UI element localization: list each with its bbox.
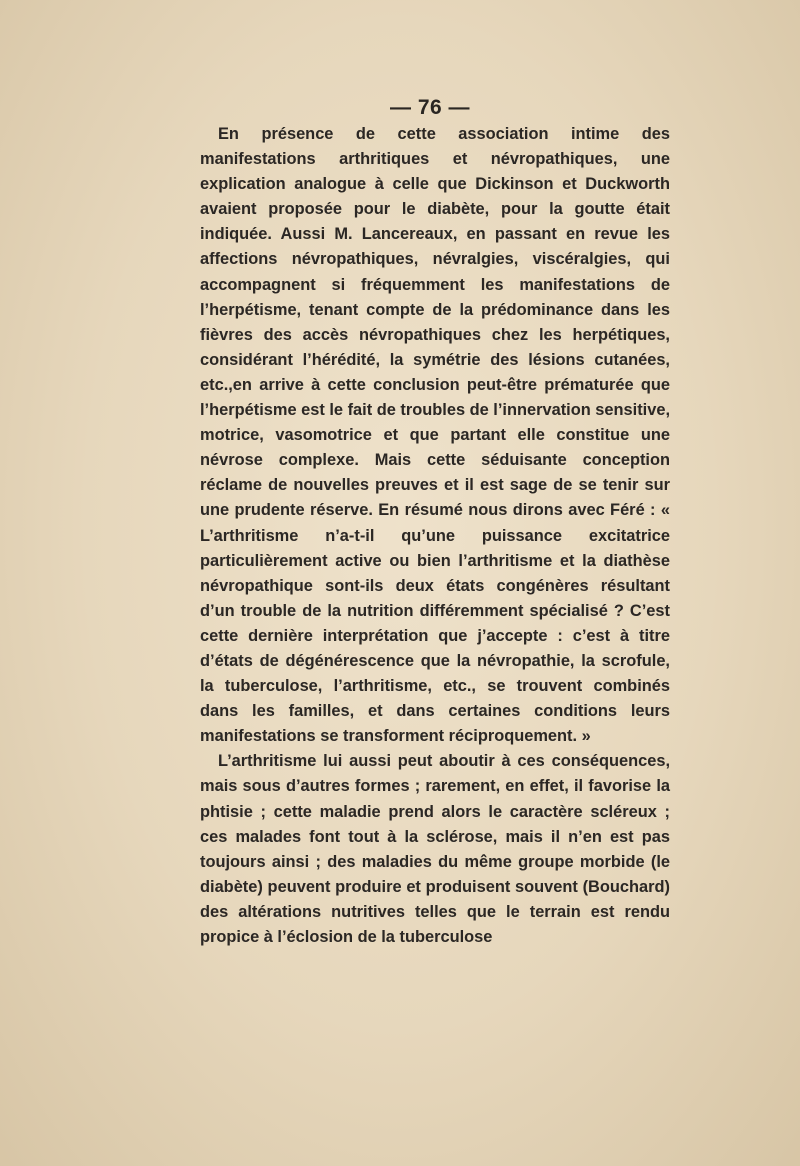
page-number: — 76 — xyxy=(389,96,471,119)
paragraph-2: L’arthritisme lui aussi peut aboutir à ces conséquences, mais sous d’autres formes ; rarement, en effet, il favorise la phtisie ; cette maladie prend alors le caractère scléreux ; ces malades font tout à la sclérose, mais il n’en est pas toujours ainsi ; des maladies du même groupe morbide (le diabète) peuvent produire et produisent souvent (Bouchard) des altérations nutritives telles que le terrain est rendu propice à l’éclosion de la tuberculose xyxy=(200,752,670,946)
body-text xyxy=(200,122,670,950)
paragraph-1: En présence de cette association intime des manifestations arthritiques et névropathiques, une explication analogue à celle que Dickinson et Duckworth avaient proposée pour le diabète, pour la goutte était indiquée. Aussi M. Lancereaux, en passant en revue les affections névropathiques, névralgies, viscéralgies, qui accompagnent si fréquemment les manifestations de l’herpétisme, tenant compte de la prédominance dans les fièvres des accès névropathiques chez les herpétiques, considérant l’hérédité, la symétrie des lésions cutanées, etc.,en arrive à cette conclusion peut-être prématurée que l’herpétisme est le fait de troubles de l’innervation sensitive, motrice, vasomotrice et que partant elle constitue une névrose complexe. Mais cette séduisante conception réclame de nouvelles preuves et il est sage de se tenir sur une prudente réserve. En résumé nous dirons avec Féré : « L’arthritisme n’a-t-il qu’une puissance excitatrice particulièrement active ou bien l’arthritisme et la diathèse névropathique sont-ils deux états congénères résultant d’un trouble de la nutrition différemment spécialisé ? C’est cette dernière interprétation que j’accepte : c’est à titre d’états de dégénérescence que la névropathie, la scrofule, la tuberculose, l’arthritisme, etc., se trouvent combinés dans les familles, et dans certaines conditions leurs manifestations se transforment réciproquement. » xyxy=(200,125,671,746)
